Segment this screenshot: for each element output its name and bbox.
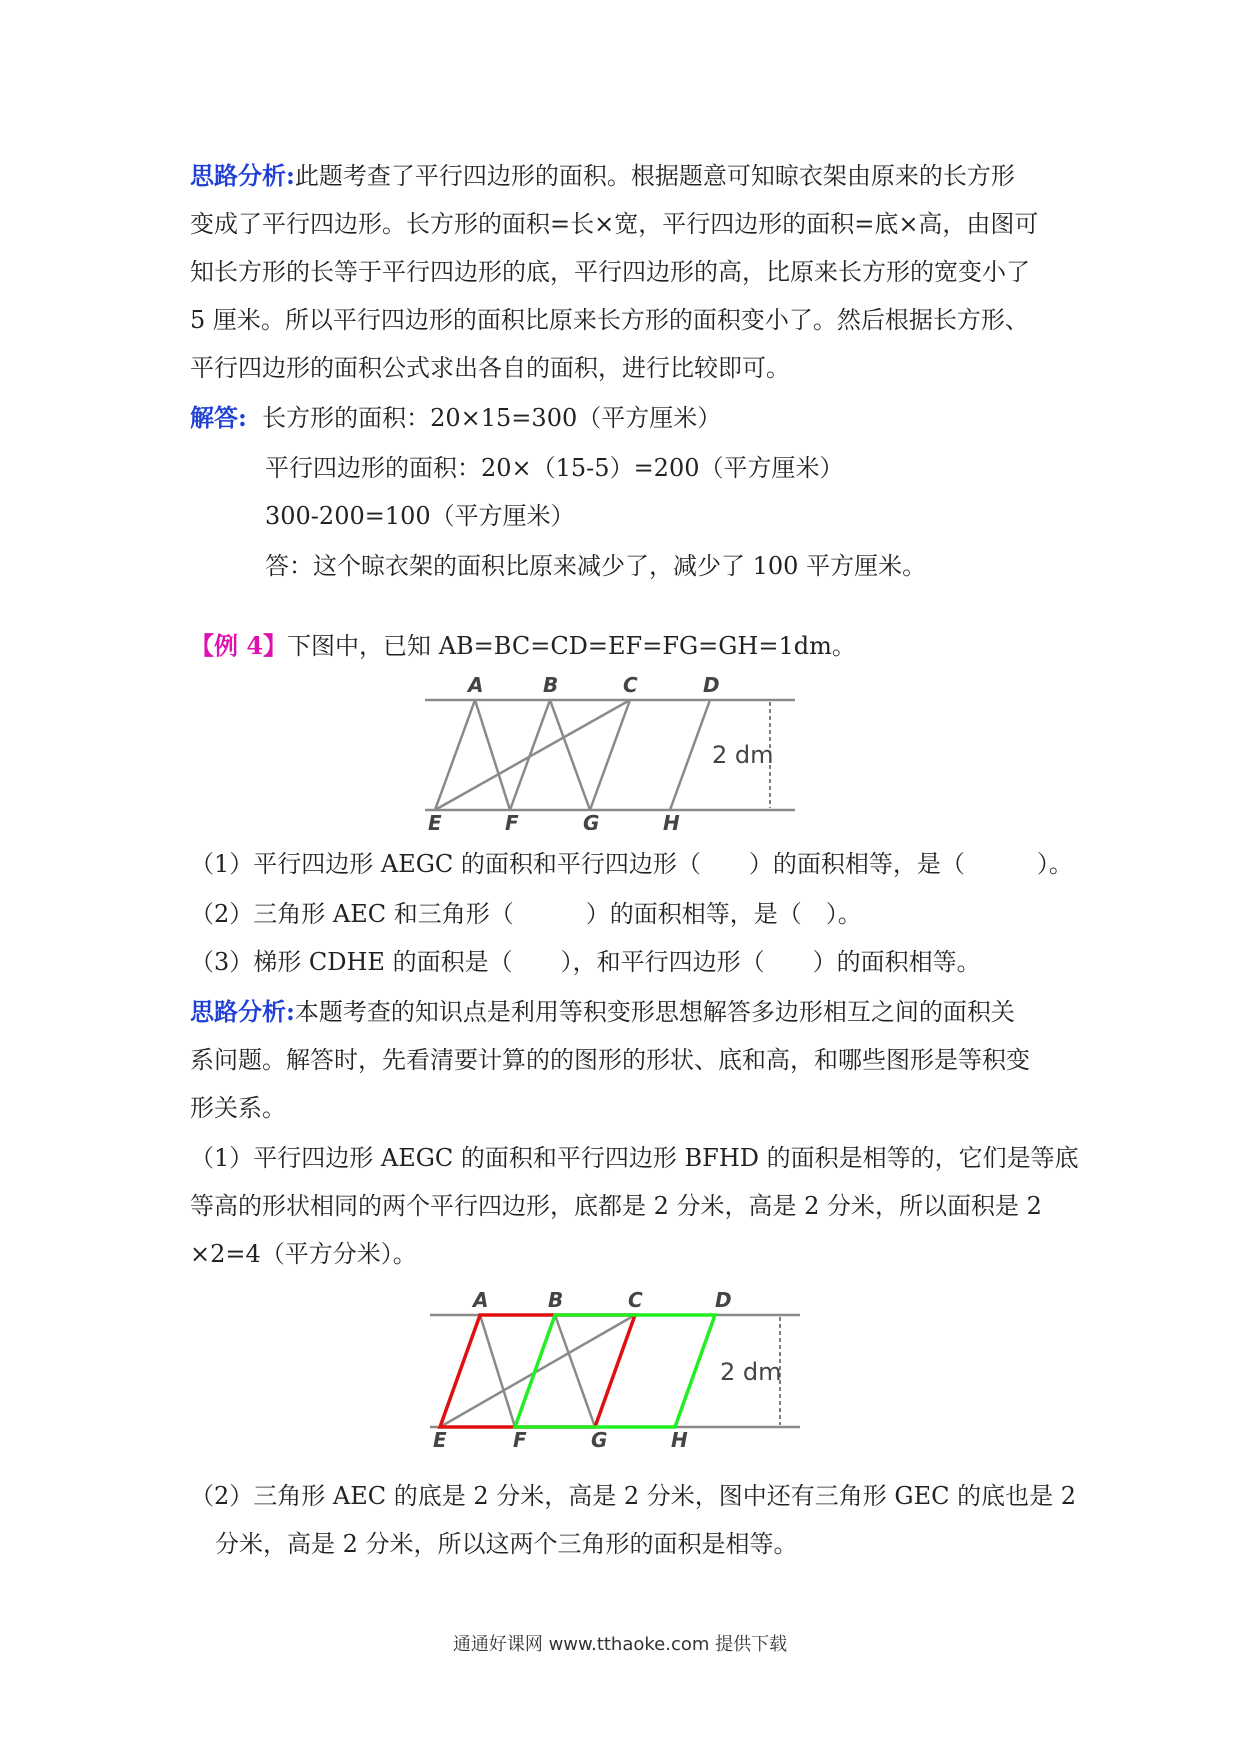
fig2-label-F: F xyxy=(513,1428,527,1450)
analysis1-line-4: 5 厘米。所以平行四边形的面积比原来长方形的面积变小了。然后根据长方形、 xyxy=(190,306,1029,334)
example4-label: 【例 4】 xyxy=(190,631,288,660)
fig2-label-E: E xyxy=(433,1428,447,1450)
fig1-line-DH xyxy=(670,700,710,810)
fig1-line-CG xyxy=(590,700,630,810)
analysis1-line-1: 思路分析:此题考查了平行四边形的面积。根据题意可知晾衣架由原来的长方形 xyxy=(190,161,1015,190)
answer1-line-1: 解答: 长方形的面积：20×15=300（平方厘米） xyxy=(190,403,722,432)
fig1-line-CE xyxy=(435,700,630,810)
fig2-label-B: B xyxy=(548,1288,564,1312)
fig1-line-AE xyxy=(435,700,475,810)
question-3: （3）梯形 CDHE 的面积是（ ），和平行四边形（ ）的面积相等。 xyxy=(190,948,981,976)
fig1-label-F: F xyxy=(505,811,519,830)
fig1-height-label: 2 dm xyxy=(712,741,774,769)
fig1-label-C: C xyxy=(623,673,638,697)
fig2-line-BG xyxy=(555,1315,595,1427)
explain2-line-2: 分米，高是 2 分米，所以这两个三角形的面积是相等。 xyxy=(215,1530,798,1558)
fig2-label-H: H xyxy=(671,1428,688,1450)
fig1-line-AF xyxy=(475,700,510,810)
analysis1-line-5: 平行四边形的面积公式求出各自的面积，进行比较即可。 xyxy=(190,354,790,382)
question-2: （2）三角形 AEC 和三角形（ ）的面积相等，是（ ）。 xyxy=(190,900,862,928)
explain2-line-1: （2）三角形 AEC 的底是 2 分米，高是 2 分米，图中还有三角形 GEC 的底也是 2 xyxy=(190,1482,1077,1510)
fig2-height-label: 2 dm xyxy=(720,1358,782,1386)
analysis1-label: 思路分析: xyxy=(190,161,295,190)
fig1-label-G: G xyxy=(583,811,600,830)
question-1: （1）平行四边形 AEGC 的面积和平行四边形（ ）的面积相等，是（ ）。 xyxy=(190,850,1073,878)
figure-1 xyxy=(410,670,810,830)
analysis1-line-3: 知长方形的长等于平行四边形的底，平行四边形的高，比原来长方形的宽变小了 xyxy=(190,258,1030,286)
fig2-label-C: C xyxy=(628,1288,643,1312)
explain1-line-3: ×2=4（平方分米）。 xyxy=(190,1240,417,1268)
answer1-line-2: 平行四边形的面积：20×（15-5）=200（平方厘米） xyxy=(265,454,844,482)
fig1-label-E: E xyxy=(428,811,442,830)
answer1-line-4: 答：这个晾衣架的面积比原来减少了，减少了 100 平方厘米。 xyxy=(265,552,927,580)
fig1-label-D: D xyxy=(703,673,720,697)
fig2-label-A: A xyxy=(473,1288,489,1312)
example4-title: 【例 4】下图中，已知 AB=BC=CD=EF=FG=GH=1dm。 xyxy=(190,631,856,660)
fig1-label-B: B xyxy=(543,673,559,697)
fig2-line-AF xyxy=(480,1315,515,1427)
answer1-line-3: 300-200=100（平方厘米） xyxy=(265,502,575,530)
analysis2-label: 思路分析: xyxy=(190,997,295,1026)
analysis2-line-3: 形关系。 xyxy=(190,1094,286,1122)
fig1-line-BG xyxy=(550,700,590,810)
analysis2-line-2: 系问题。解答时，先看清要计算的的图形的形状、底和高，和哪些图形是等积变 xyxy=(190,1046,1030,1074)
fig2-line-CE xyxy=(440,1315,635,1427)
fig1-label-A: A xyxy=(468,673,484,697)
figure-2 xyxy=(415,1285,815,1450)
fig2-label-D: D xyxy=(715,1288,732,1312)
fig2-label-G: G xyxy=(591,1428,608,1450)
page-footer: 通通好课网 www.tthaoke.com 提供下载 xyxy=(452,1634,788,1655)
answer1-label: 解答: xyxy=(190,403,247,432)
analysis1-line-2: 变成了平行四边形。长方形的面积=长×宽，平行四边形的面积=底×高，由图可 xyxy=(190,210,1039,238)
explain1-line-1: （1）平行四边形 AEGC 的面积和平行四边形 BFHD 的面积是相等的，它们是等底 xyxy=(190,1144,1079,1172)
fig1-label-H: H xyxy=(663,811,680,830)
analysis2-line-1: 思路分析:本题考查的知识点是利用等积变形思想解答多边形相互之间的面积关 xyxy=(190,997,1015,1026)
explain1-line-2: 等高的形状相同的两个平行四边形，底都是 2 分米，高是 2 分米，所以面积是 2 xyxy=(190,1192,1042,1220)
